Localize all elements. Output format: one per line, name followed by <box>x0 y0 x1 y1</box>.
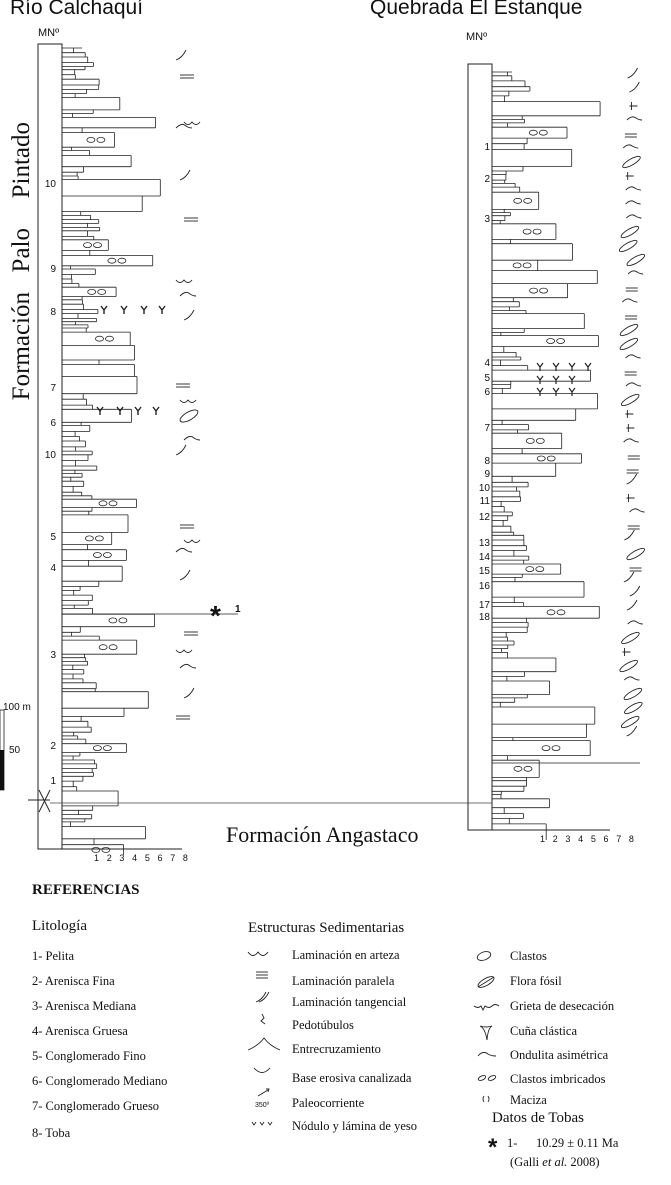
fossil-flora-mark <box>619 658 639 673</box>
structure-item: Laminación en arteza <box>292 948 400 962</box>
ripple-mark <box>180 292 196 296</box>
left-structure-symbols <box>97 50 200 719</box>
trough-lamination-mark <box>180 400 196 403</box>
right-marker: 9 <box>484 469 490 480</box>
clast <box>93 746 101 751</box>
axis-tick: 8 <box>182 853 188 863</box>
structure-icons <box>244 944 292 1144</box>
lithology-item: 1- Pelita <box>32 949 75 963</box>
axis-tick: 2 <box>552 834 558 844</box>
ripple-mark <box>624 439 639 442</box>
ripple-mark <box>622 299 637 302</box>
gypsum-mark <box>569 376 575 384</box>
right-marker: 1 <box>484 142 490 153</box>
trough-lamination-icon <box>248 952 268 956</box>
fossil-flora-mark <box>178 408 199 425</box>
clast <box>109 501 117 506</box>
tangential-lamination-mark <box>627 726 637 736</box>
gypsum-mark <box>153 407 159 415</box>
clast <box>539 130 547 135</box>
ripple-mark <box>624 677 639 680</box>
ripple-mark <box>623 145 638 148</box>
formation-label-palo: Palo <box>8 228 35 273</box>
clast <box>99 501 107 506</box>
other-item: Flora fósil <box>510 974 562 988</box>
tangential-lamination-mark <box>184 688 194 698</box>
axis-tick: 6 <box>603 834 609 844</box>
clast <box>557 610 565 615</box>
ripple-mark <box>626 201 641 204</box>
fossil-flora-mark <box>620 392 640 407</box>
ripple-mark <box>626 215 641 218</box>
gypsum-mark <box>117 407 123 415</box>
clast <box>530 288 538 293</box>
ripple-mark <box>630 509 645 512</box>
paleocurrent-mark <box>623 648 631 656</box>
clast <box>533 229 541 234</box>
imbricated-clasts-icon <box>478 1074 497 1081</box>
clast <box>97 137 105 142</box>
left-marker: 1 <box>50 776 56 787</box>
right-marker: 15 <box>478 566 490 577</box>
left-marker: 3 <box>50 650 56 661</box>
clast <box>513 263 521 268</box>
erosive-base-icon <box>254 1068 270 1073</box>
left-marker: 4 <box>50 563 56 574</box>
ripple-mark <box>176 124 192 128</box>
structure-item: Paleocorriente <box>292 1096 365 1110</box>
clast <box>84 243 92 248</box>
gypsum-mark <box>141 306 147 314</box>
left-marker: 7 <box>50 383 56 394</box>
right-mn-label: MNº <box>466 31 488 43</box>
paleocurrent-mark <box>627 494 635 502</box>
left-marker: 5 <box>50 532 56 543</box>
scale-bar-fill <box>0 750 4 790</box>
fossil-flora-mark <box>623 686 643 701</box>
right-marker: 2 <box>484 174 490 185</box>
right-marker: 11 <box>479 496 490 507</box>
left-marker: 2 <box>50 741 56 752</box>
right-marker: 12 <box>478 512 490 523</box>
left-marker: 9 <box>50 264 56 275</box>
tangential-lamination-mark <box>630 586 640 596</box>
gypsum-icon <box>252 1122 272 1125</box>
clast <box>536 567 544 572</box>
fossil-flora-mark <box>619 322 639 337</box>
clast <box>547 339 555 344</box>
lithology-item: 3- Arenisca Mediana <box>32 999 137 1013</box>
right-marker: 18 <box>478 612 490 623</box>
axis-tick: 7 <box>616 834 622 844</box>
other-icons <box>472 944 512 1114</box>
clast <box>547 456 555 461</box>
tuff-reference-author: (Galli <box>510 1155 540 1169</box>
other-item: Maciza <box>510 1093 547 1107</box>
ripple-mark <box>626 187 641 190</box>
clast <box>537 456 545 461</box>
left-marker: 10 <box>44 450 56 461</box>
trough-lamination-mark <box>176 650 192 653</box>
clast <box>98 289 106 294</box>
fossil-flora-mark <box>620 714 640 729</box>
gypsum-mark <box>537 388 543 396</box>
right-marker: 14 <box>478 552 490 563</box>
clast <box>85 536 93 541</box>
axis-tick: 1 <box>540 834 546 844</box>
clast <box>95 536 103 541</box>
fossil-flora-mark <box>620 630 640 645</box>
tuff-date: 10.29 ± 0.11 Ma <box>536 1136 619 1150</box>
clast <box>547 610 555 615</box>
structure-item: Entrecruzamiento <box>292 1042 381 1056</box>
scale-top-label: 100 m <box>3 702 31 713</box>
axis-tick: 5 <box>144 853 150 863</box>
clast <box>88 289 96 294</box>
right-marker: 13 <box>478 538 490 549</box>
ripple-icon <box>478 1052 496 1056</box>
tangential-lamination-mark <box>176 445 186 455</box>
gypsum-mark <box>553 388 559 396</box>
structure-item: Laminación paralela <box>292 974 395 988</box>
fossil-flora-mark <box>621 154 641 169</box>
axis-tick: 5 <box>590 834 596 844</box>
tuff-marker: 1 <box>235 604 241 615</box>
cross-bedding-icon <box>248 1038 280 1050</box>
clast <box>524 766 532 771</box>
left-column <box>38 44 182 855</box>
tuff-reference <box>510 1155 600 1170</box>
axis-tick: 7 <box>170 853 176 863</box>
tangential-lamination-mark <box>624 530 634 540</box>
paleocurrent-value: 350º <box>255 1102 270 1109</box>
tangential-lamination-mark <box>624 572 634 582</box>
parallel-lamination-icon <box>256 972 268 978</box>
clast <box>92 847 100 852</box>
right-section-title: Quebrada El Estanque <box>370 0 583 19</box>
clast <box>103 746 111 751</box>
structure-item: Nódulo y lámina de yeso <box>292 1119 417 1133</box>
clast <box>524 198 532 203</box>
tangential-lamination-mark <box>184 310 194 320</box>
gypsum-mark <box>553 376 559 384</box>
massive-icon <box>483 1096 489 1102</box>
lithology-item: 7- Conglomerado Grueso <box>32 1099 160 1113</box>
clast <box>557 339 565 344</box>
clast <box>514 198 522 203</box>
desiccation-crack-icon <box>474 1005 499 1011</box>
axis-tick: 2 <box>106 853 112 863</box>
other-item: Grieta de desecación <box>510 999 615 1013</box>
base-formation-label: Formación Angastaco <box>226 822 419 847</box>
clastic-wedge-icon <box>480 1026 492 1040</box>
clast <box>542 746 550 751</box>
left-marker: 10 <box>44 179 56 190</box>
paleocurrent-mark <box>625 410 633 418</box>
other-item: Clastos <box>510 949 547 963</box>
ripple-mark <box>628 271 643 274</box>
lithology-item: 4- Arenisca Gruesa <box>32 1024 128 1038</box>
axis-tick: 4 <box>132 853 138 863</box>
formation-label-formacion: Formación <box>8 292 35 401</box>
paleocurrent-mark <box>626 424 634 432</box>
references-title: REFERENCIAS <box>32 882 140 898</box>
fossil-flora-mark <box>618 238 638 253</box>
pedotubules-icon <box>261 1014 265 1024</box>
clast <box>529 130 537 135</box>
clast-icon <box>476 950 492 962</box>
clast <box>540 288 548 293</box>
fossil-flora-mark <box>620 224 640 239</box>
tuff-star-icon: * <box>488 1134 498 1161</box>
clast <box>87 137 95 142</box>
gypsum-mark <box>101 306 107 314</box>
lithology-item: 5- Conglomerado Fino <box>32 1049 146 1063</box>
paleocurrent-icon <box>258 1089 269 1096</box>
left-beds <box>62 48 160 855</box>
clast <box>109 618 117 623</box>
right-marker: 5 <box>484 373 490 384</box>
left-mn-band <box>38 44 62 849</box>
formation-label-pintado: Pintado <box>8 122 35 199</box>
scale-mid-label: 50 <box>9 745 21 756</box>
trough-lamination-mark <box>176 280 192 283</box>
axis-tick: 8 <box>628 834 634 844</box>
clast <box>523 263 531 268</box>
clast <box>94 243 102 248</box>
ripple-mark <box>628 621 643 624</box>
tangential-lamination-mark <box>627 474 637 484</box>
left-section-title: Río Calchaquí <box>10 0 144 19</box>
paleocurrent-mark <box>629 102 637 110</box>
left-marker: 8 <box>50 307 56 318</box>
ripple-mark <box>626 383 641 386</box>
other-item: Clastos imbricados <box>510 1072 606 1086</box>
ripple-mark <box>176 548 192 552</box>
tangential-lamination-mark <box>176 50 186 60</box>
right-marker: 3 <box>484 214 490 225</box>
left-marker: 6 <box>50 418 56 429</box>
tangential-lamination-mark <box>180 570 190 580</box>
right-marker: 4 <box>484 358 490 369</box>
fossil-flora-mark <box>626 252 646 267</box>
axis-tick: 3 <box>565 834 571 844</box>
fossil-flora-mark <box>626 546 646 561</box>
clast <box>108 258 116 263</box>
clast <box>103 553 111 558</box>
left-grain-axis <box>94 853 188 863</box>
clast <box>536 438 544 443</box>
left-mn-label: MNº <box>38 27 60 39</box>
clast <box>109 645 117 650</box>
right-beds <box>492 72 600 840</box>
fossil-flora-mark <box>619 336 639 351</box>
tangential-lamination-mark <box>180 170 190 180</box>
gypsum-mark <box>97 407 103 415</box>
clast <box>93 553 101 558</box>
right-grain-axis <box>540 834 634 844</box>
axis-tick: 1 <box>94 853 100 863</box>
ripple-mark <box>180 664 196 668</box>
lithology-item: 8- Toba <box>32 1126 71 1140</box>
structures-title: Estructuras Sedimentarias <box>248 920 405 936</box>
clast <box>552 746 560 751</box>
axis-tick: 3 <box>119 853 125 863</box>
tuff-reference-etal: et al. <box>542 1155 568 1169</box>
structure-item: Base erosiva canalizada <box>292 1071 412 1085</box>
clast <box>523 229 531 234</box>
axis-tick: 4 <box>578 834 584 844</box>
fossil-flora-mark <box>623 700 643 715</box>
axis-tick: 6 <box>157 853 163 863</box>
paleocurrent-mark <box>626 172 634 180</box>
right-marker: 7 <box>484 423 490 434</box>
structure-item: Laminación tangencial <box>292 995 407 1009</box>
tuff-reference-year: 2008) <box>570 1155 600 1169</box>
clast <box>118 258 126 263</box>
trough-lamination-mark <box>184 540 200 543</box>
lithology-title: Litología <box>32 918 87 934</box>
other-item: Ondulita asimétrica <box>510 1048 609 1062</box>
right-marker: 6 <box>484 387 490 398</box>
clast <box>99 645 107 650</box>
tuff-number: 1- <box>507 1136 518 1150</box>
lithology-item: 6- Conglomerado Mediano <box>32 1074 168 1088</box>
tuff-star-icon: * <box>210 600 221 631</box>
gypsum-mark <box>159 306 165 314</box>
ripple-mark <box>184 436 200 440</box>
right-marker: 8 <box>484 456 490 467</box>
right-marker: 16 <box>478 581 490 592</box>
clast <box>119 618 127 623</box>
tangential-lamination-mark <box>629 82 639 92</box>
tangential-lamination-mark <box>627 600 637 610</box>
tangential-lamination-icon <box>256 992 269 1002</box>
clast <box>514 766 522 771</box>
lithology-item: 2- Arenisca Fina <box>32 974 115 988</box>
other-item: Cuña clástica <box>510 1024 577 1038</box>
right-marker: 17 <box>478 600 490 611</box>
gypsum-mark <box>537 376 543 384</box>
structure-item: Pedotúbulos <box>292 1018 354 1032</box>
clast <box>106 336 114 341</box>
gypsum-mark <box>121 306 127 314</box>
clast <box>96 336 104 341</box>
fossil-flora-icon <box>476 974 495 989</box>
clast <box>526 567 534 572</box>
gypsum-mark <box>135 407 141 415</box>
gypsum-mark <box>569 388 575 396</box>
trough-lamination-mark <box>184 122 200 125</box>
clast <box>526 438 534 443</box>
right-structure-symbols <box>537 68 646 736</box>
clast <box>102 847 110 852</box>
ripple-mark <box>627 117 642 120</box>
tangential-lamination-mark <box>628 68 638 78</box>
tuff-data-title: Datos de Tobas <box>492 1110 584 1126</box>
ripple-mark <box>626 355 641 358</box>
right-marker: 10 <box>478 483 490 494</box>
